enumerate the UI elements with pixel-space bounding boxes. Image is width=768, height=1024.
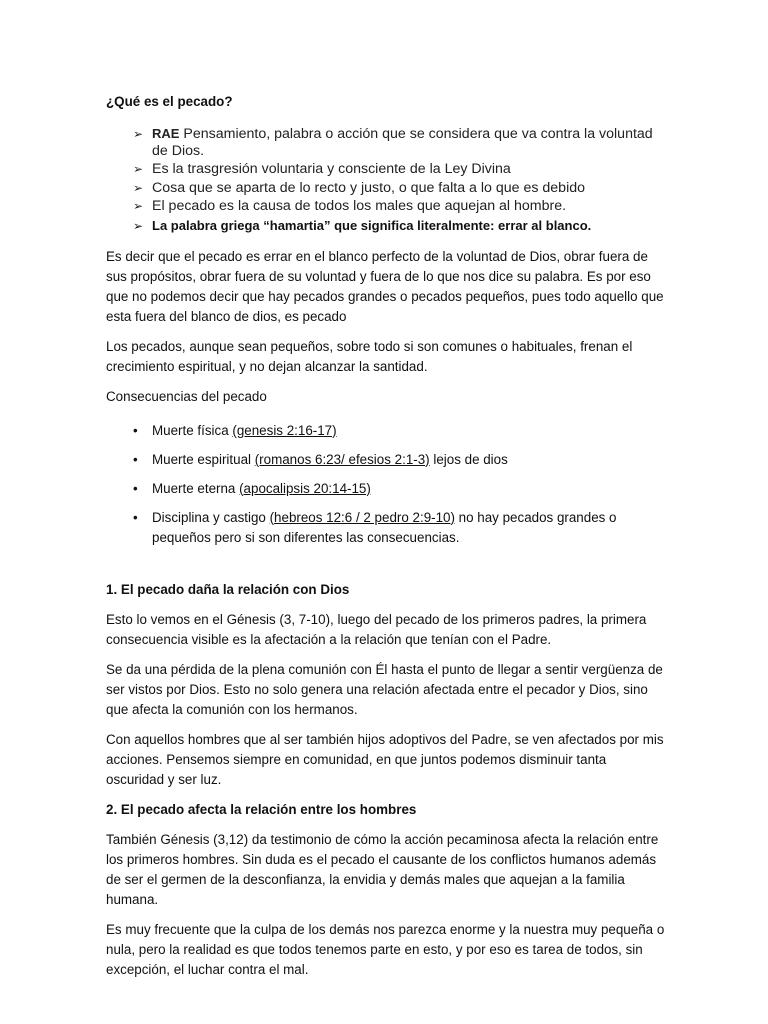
section-2-paragraph: También Génesis (3,12) da testimonio de cómo la acción pecaminosa afecta la relación entre los primeros hombres. Sin duda es el pecado el causante de los conflictos humanos además de ser el germen de la desconfianza, la envidia y demás males que aquejan a la familia humana. (106, 831, 659, 907)
list-item (106, 421, 666, 441)
arrow-bullet-icon: ➢ (133, 199, 144, 213)
bullet-icon: • (133, 480, 138, 496)
section-2-paragraph: Es muy frecuente que la culpa de los demás nos parezca enorme y la nuestra muy pequeña o nula, pero la realidad es que todos tenemos parte en esto, y por eso es tarea de todos, sin excepción, el luchar contra el mal. (106, 921, 665, 977)
intro-paragraph: Es decir que el pecado es errar en el blanco perfecto de la voluntad de Dios, obrar fuera de sus propósitos, obrar fuera de su voluntad y fuera de lo que nos dice su palabra. Es por eso que no podemos decir que hay pecados grandes o pecados pequeños, pues todo aquello que esta fuera del blanco de dios, es pecado (106, 248, 664, 324)
list-item (106, 479, 666, 499)
list-item (106, 508, 666, 548)
definition-text: Cosa que se aparta de lo recto y justo, o que falta a lo que es debido (152, 179, 586, 196)
section-1-paragraph: Esto lo vemos en el Génesis (3, 7-10), luego del pecado de los primeros padres, la primera consecuencia visible es la afectación a la relación que tenían con el Padre. (106, 611, 647, 647)
consequence-after: lejos de dios (429, 451, 508, 467)
consequence-text: Disciplina y castigo (152, 509, 270, 525)
arrow-bullet-icon: ➢ (133, 180, 144, 195)
consequence-after: no hay pecados grandes o pequeños pero si son diferentes las consecuencias. (152, 509, 617, 545)
definition-label: RAE (152, 126, 180, 141)
definition-text: El pecado es la causa de todos los males que aquejan al hombre. (152, 198, 567, 214)
arrow-bullet-icon: ➢ (133, 162, 144, 176)
page-title: ¿Qué es el pecado? (106, 94, 233, 109)
consequences-heading: Consecuencias del pecado (106, 388, 267, 404)
bible-reference-link[interactable]: (apocalipsis 20:14-15) (239, 480, 371, 496)
intro-paragraph: Los pecados, aunque sean pequeños, sobre todo si son comunes o habituales, frenan el crecimiento espiritual, y no dejan alcanzar la santidad. (106, 338, 633, 374)
definition-list (106, 126, 666, 235)
section-1-heading: 1. El pecado daña la relación con Dios (106, 581, 350, 597)
consequences-list (106, 421, 666, 548)
bullet-icon: • (133, 509, 138, 525)
document-content (106, 92, 666, 990)
list-item (106, 198, 666, 215)
list-item (106, 450, 666, 470)
consequence-text: Muerte eterna (152, 480, 240, 496)
definition-text: Pensamiento, palabra o acción que se considera que va contra la voluntad de Dios. (152, 126, 653, 159)
bible-reference-link[interactable]: (romanos 6:23/ efesios 2:1-3) (254, 451, 430, 467)
list-item (106, 217, 666, 235)
bullet-icon: • (133, 451, 138, 467)
section-1-paragraph: Se da una pérdida de la plena comunión con Él hasta el punto de llegar a sentir vergüenza de ser vistos por Dios. Esto no solo genera una relación afectada entre el pecador y Dios, sino que afecta la comunión con los hermanos. (106, 661, 663, 717)
consequence-text: Muerte espiritual (152, 451, 255, 467)
section-2-heading: 2. El pecado afecta la relación entre los hombres (106, 801, 417, 817)
definition-text: Es la trasgresión voluntaria y consciente de la Ley Divina (152, 161, 511, 177)
definition-text: La palabra griega “hamartia” que significa literalmente: errar al blanco. (152, 217, 592, 233)
arrow-bullet-icon: ➢ (133, 218, 144, 233)
bullet-icon: • (133, 422, 138, 438)
list-item (106, 180, 666, 197)
arrow-bullet-icon: ➢ (133, 127, 144, 141)
consequence-text: Muerte física (152, 422, 233, 438)
list-item (106, 126, 666, 159)
bible-reference-link[interactable]: (hebreos 12:6 / 2 pedro 2:9-10) (269, 509, 455, 525)
bible-reference-link[interactable]: (genesis 2:16-17) (232, 422, 337, 438)
section-1-paragraph: Con aquellos hombres que al ser también hijos adoptivos del Padre, se ven afectados por mis acciones. Pensemos siempre en comunidad, en que juntos podemos disminuir tanta oscuridad y ser luz. (106, 731, 664, 787)
list-item (106, 161, 666, 178)
